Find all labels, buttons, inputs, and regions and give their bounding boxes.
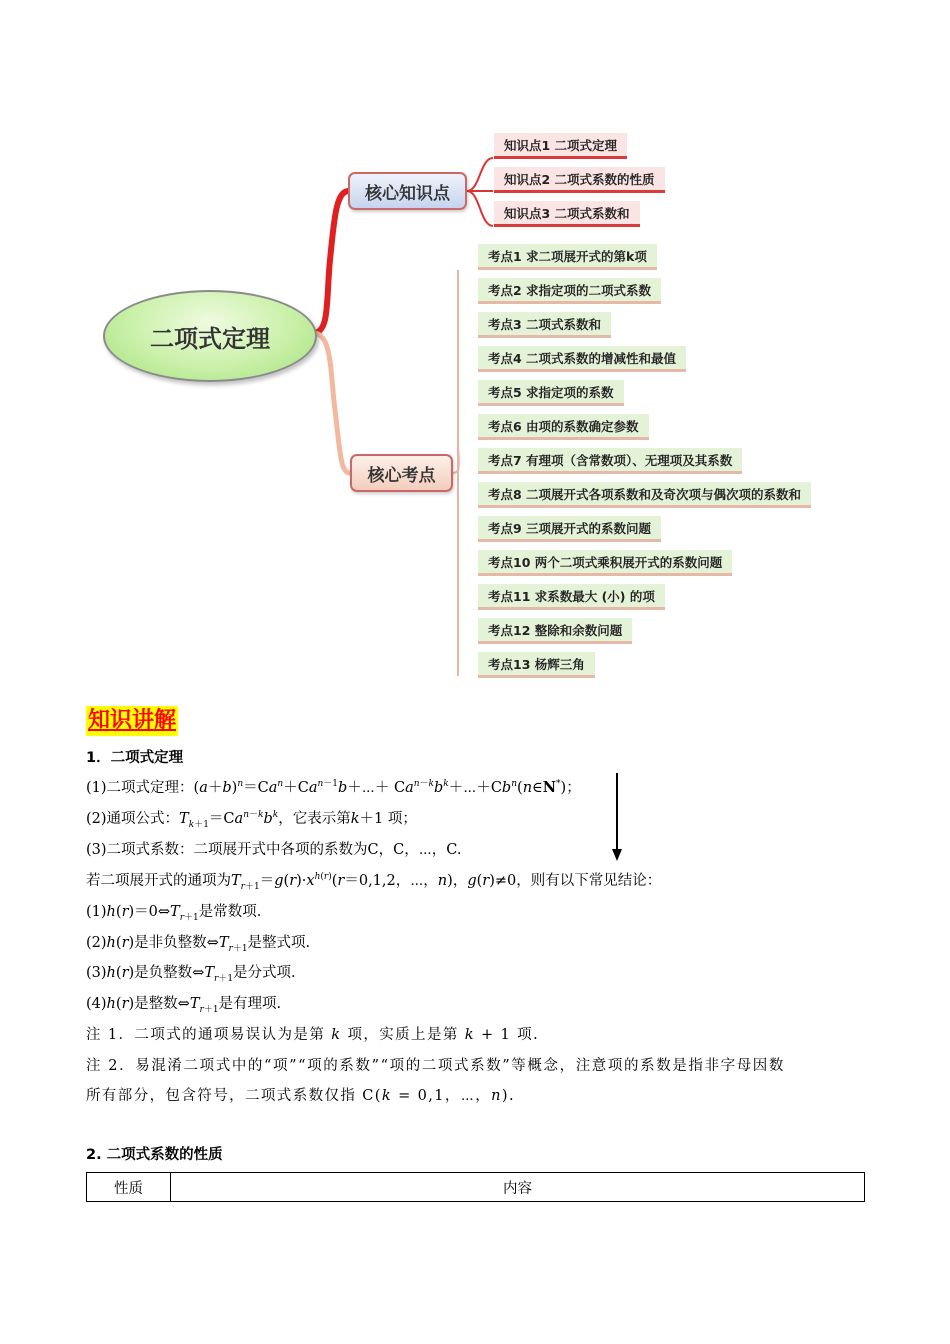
general-end: 项； — [387, 811, 417, 827]
subsection-title-2: 2. 二项式系数的性质 — [86, 1147, 223, 1163]
formula-label: (1)二项式定理： — [86, 780, 194, 796]
exam-point-item: 考点7 有理项（含常数项）、无理项及其系数 — [478, 448, 742, 474]
conclusion-2: (2)h(r)是非负整数$\Leftrightarrow T_{r+1}$是整式项. — [86, 935, 311, 954]
branch-core-exam-points: 核心考点 — [350, 454, 453, 492]
knowledge-item: 知识点2 二项式系数的性质 — [494, 167, 665, 193]
exam-point-item: 考点6 由项的系数确定参数 — [478, 414, 649, 440]
note-1: 注 1．二项式的通项易误认为是第 k 项，实质上是第 k + 1 项. — [86, 1027, 540, 1043]
note-2-line-1: 注 2．易混淆二项式中的“项”“项的系数”“项的二项式系数”等概念，注意项的系数是指非字母因数 — [86, 1058, 786, 1074]
binomial-theorem-line: (1)二项式定理：$(a+b)^n=Ca^n+Ca^{n-1}b+\cdots+$ $Ca^{n-k}b^k+\cdots+Cb^n(n\in N^*)$； — [86, 779, 581, 796]
exam-point-item: 考点4 二项式系数的增减性和最值 — [478, 346, 686, 372]
exam-point-item: 考点5 求指定项的系数 — [478, 380, 624, 406]
conclusion-2-tail: 是整式项. — [247, 935, 311, 951]
down-arrow-icon — [616, 773, 618, 851]
condition-line: 若二项展开式的通项为$T_{r+1}=g(r)\cdot x^{h(r)}(r=0,1,2$，⋯，n)，g(r)≠0，则有以下常见结论： — [86, 872, 662, 892]
properties-table — [86, 1172, 865, 1202]
table-header-property: 性质 — [87, 1173, 171, 1202]
conclusion-1-tail: 是常数项. — [198, 904, 262, 920]
mindmap-root: 二项式定理 — [103, 290, 317, 382]
conclusion-3: (3)h(r)是负整数$\Leftrightarrow T_{r+1}$是分式项. — [86, 965, 296, 984]
knowledge-item: 知识点1 二项式定理 — [494, 133, 627, 159]
general-label: (2)通项公式： — [86, 811, 180, 827]
table-header-content: 内容 — [171, 1173, 865, 1202]
conclusion-4: (4)h(r)是整数$\Leftrightarrow T_{r+1}$是有理项. — [86, 996, 282, 1015]
exam-point-item: 考点8 二项展开式各项系数和及奇次项与偶次项的系数和 — [478, 482, 811, 508]
conclusion-3-mid: 是负整数⇔ — [134, 965, 205, 981]
conclusion-2-mid: 是非负整数⇔ — [134, 935, 219, 951]
note-1-c: 项. — [517, 1027, 540, 1043]
exam-point-item: 考点2 求指定项的二项式系数 — [478, 278, 661, 304]
conclusion-3-tail: 是分式项. — [233, 965, 296, 981]
conclusion-1: $(1)h(r)=0\Leftrightarrow T_{r+1}$是常数项. — [86, 904, 262, 923]
exam-point-item: 考点9 三项展开式的系数问题 — [478, 516, 661, 542]
exam-point-item: 考点13 杨辉三角 — [478, 652, 595, 678]
table-header-row — [87, 1173, 865, 1202]
conclusion-4-tail: 是有理项. — [218, 996, 282, 1012]
conclusion-4-mid: 是整数⇔ — [134, 996, 190, 1012]
note-2-line-2: 所有部分，包含符号，二项式系数仅指 C(k = 0,1，⋯，n). — [86, 1088, 515, 1104]
knowledge-item: 知识点3 二项式系数和 — [494, 201, 640, 227]
note-1-a: 注 1．二项式的通项易误认为是第 — [86, 1027, 326, 1043]
exam-point-item: 考点10 两个二项式乘积展开式的系数问题 — [478, 550, 732, 576]
subsection-title: 1．二项式定理 — [86, 750, 184, 766]
note-2-c: = 0,1，⋯， — [398, 1088, 492, 1104]
exam-point-item: 考点1 求二项展开式的第k项 — [478, 244, 657, 270]
section-heading: 知识讲解 — [86, 706, 178, 736]
general-tail: ，它表示第 — [278, 811, 351, 827]
arrow-head-icon — [612, 849, 622, 861]
binomial-coefficient-line: (3)二项式系数：二项展开式中各项的系数为C，C，⋯，C. — [86, 842, 462, 858]
general-term-line: (2)通项公式：$T_{k+1}=Ca^{n-k}b^k$，它表示第k＋1 项； — [86, 810, 417, 830]
branch-core-knowledge: 核心知识点 — [348, 172, 467, 210]
note-2-d: ). — [501, 1088, 515, 1104]
exam-point-item: 考点12 整除和余数问题 — [478, 618, 632, 644]
note-2-b: 所有部分，包含符号，二项式系数仅指 C( — [86, 1088, 382, 1104]
condition-suffix: ，则有以下常见结论： — [516, 873, 662, 889]
exam-point-item: 考点3 二项式系数和 — [478, 312, 611, 338]
exam-point-item: 考点11 求系数最大 (小) 的项 — [478, 584, 665, 610]
condition-prefix: 若二项展开式的通项为 — [86, 873, 231, 889]
condition-mid: ， — [452, 873, 468, 889]
note-1-b: 项，实质上是第 — [347, 1027, 459, 1043]
